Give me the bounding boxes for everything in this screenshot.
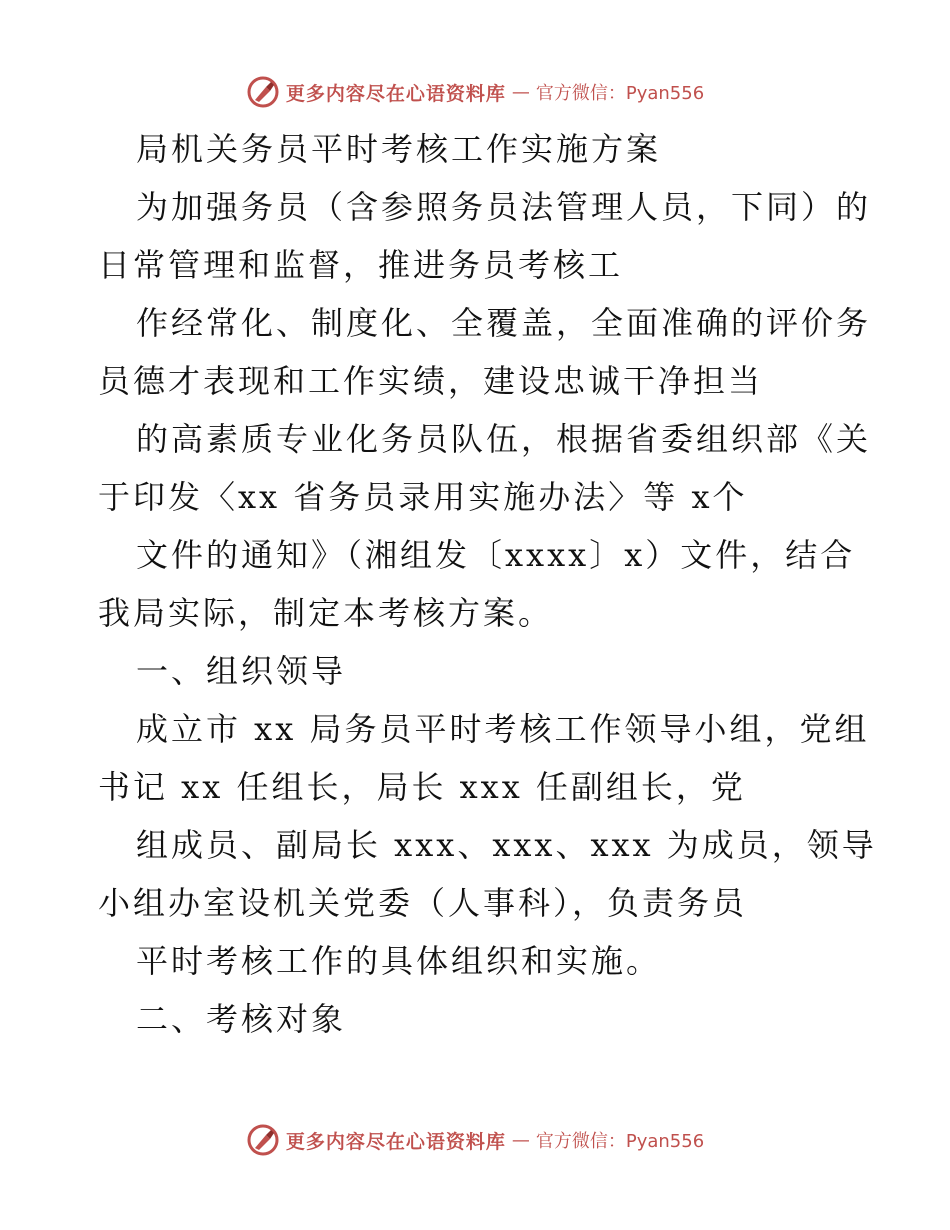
paragraph-line: 小组办室设机关党委（人事科），负责务员 — [98, 884, 748, 922]
paragraph-line: 组成员、副局长 xxx、xxx、xxx 为成员，领导 — [136, 826, 877, 864]
banner-contact: 官方微信：Pyan556 — [535, 1131, 705, 1152]
pen-nib-seal-icon — [246, 75, 280, 109]
banner-dash: — — [511, 1129, 530, 1151]
paragraph-line: 日常管理和监督，推进务员考核工 — [98, 246, 624, 284]
paragraph-line: 的高素质专业化务员队伍，根据省委组织部《关 — [136, 420, 872, 458]
paragraph-line: 为加强务员（含参照务员法管理人员，下同）的 — [136, 188, 872, 226]
document-title: 局机关务员平时考核工作实施方案 — [136, 130, 662, 168]
footer-banner — [0, 1120, 950, 1160]
paragraph-line: 成立市 xx 局务员平时考核工作领导小组，党组 — [136, 710, 870, 748]
paragraph-line: 文件的通知》（湘组发〔xxxx〕x）文件，结合 — [136, 536, 856, 574]
paragraph-line: 平时考核工作的具体组织和实施。 — [136, 942, 662, 980]
banner-dash: — — [511, 81, 530, 103]
banner-contact: 官方微信：Pyan556 — [535, 83, 705, 104]
section-heading: 二、考核对象 — [136, 1000, 347, 1038]
paragraph-line: 于印发〈xx 省务员录用实施办法〉等 x个 — [98, 478, 748, 516]
paragraph-line: 我局实际，制定本考核方案。 — [98, 594, 554, 632]
paragraph-line: 书记 xx 任组长，局长 xxx 任副组长，党 — [98, 768, 746, 806]
banner-title: 更多内容尽在心语资料库 — [285, 82, 506, 105]
paragraph-line: 作经常化、制度化、全覆盖，全面准确的评价务 — [136, 304, 872, 342]
pen-nib-seal-icon — [246, 1123, 280, 1157]
header-banner — [0, 72, 950, 112]
banner-title: 更多内容尽在心语资料库 — [285, 1130, 506, 1153]
section-heading: 一、组织领导 — [136, 652, 347, 690]
document-body — [98, 120, 877, 1048]
paragraph-line: 员德才表现和工作实绩，建设忠诚干净担当 — [98, 362, 764, 400]
